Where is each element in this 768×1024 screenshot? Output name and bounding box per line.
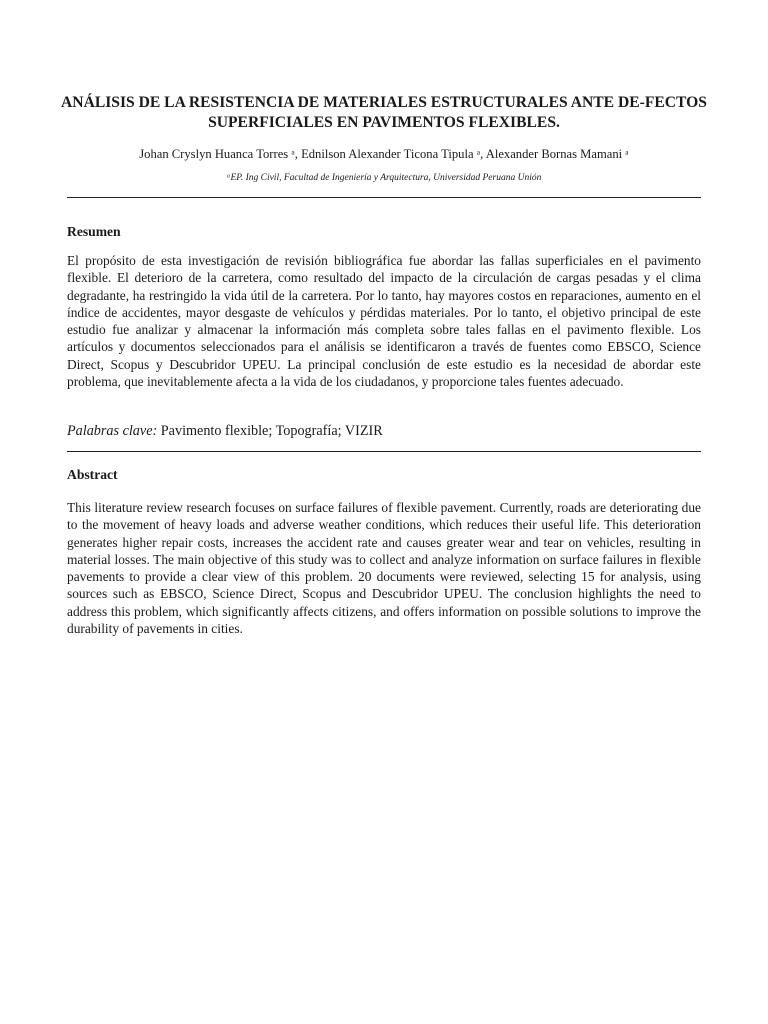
divider-top xyxy=(67,197,701,198)
divider-middle xyxy=(67,451,701,452)
resumen-heading: Resumen xyxy=(67,224,121,239)
keywords-line xyxy=(67,422,383,440)
abstract-text: This literature review research focuses on surface failures of flexible pavement. Currently, roads are deteriorating due to the movement of heavy loads and adverse weather conditions, which reduces their useful life. This deterioration generates higher repair costs, increases the accident rate and causes greater wear and tear on vehicles, resulting in material losses. The main objective of this study was to collect and analyze information on surface failures in flexible pavements to provide a clear view of this problem. 20 documents were reviewed, selecting 15 for analysis, using sources such as EBSCO, Science Direct, Scopus and Descubridor UPEU. The conclusion highlights the need to address this problem, which significantly affects citizens, and offers information on possible solutions to improve the durability of pavements in cities. xyxy=(67,500,701,637)
keywords-label: Palabras clave: xyxy=(67,423,158,439)
abstract-heading: Abstract xyxy=(67,467,118,482)
author-list: Johan Cryslyn Huanca Torres ᵃ, Ednilson Alexander Ticona Tipula ᵃ, Alexander Bornas Mamani ᵃ xyxy=(139,147,629,161)
keywords-value: Pavimento flexible; Topografía; VIZIR xyxy=(160,423,383,439)
affiliation: ᵃEP. Ing Civil, Facultad de Ingeniería y Arquitectura, Universidad Peruana Unión xyxy=(226,173,542,183)
resumen-text: El propósito de esta investigación de revisión bibliográfica fue abordar las fallas superficiales en el pavimento flexible. El deterioro de la carretera, como resultado del impacto de la circulación de cargas pesadas y el clima degradante, ha restringido la vida útil de la carretera. Por lo tanto, hay mayores costos en reparaciones, aumento en el índice de accidentes, mayor desgaste de vehículos y pérdidas materiales. Por lo tanto, el objetivo principal de este estudio fue analizar y almacenar la información más completa sobre tales fallas en el pavimento flexible. Los artículos y documentos seleccionados para el análisis se identificaron a través de fuentes como EBSCO, Science Direct, Scopus y Descubridor UPEU. La principal conclusión de este estudio es la necesidad de abordar este problema, que inevitablemente afecta a la vida de los ciudadanos, y proporcione tales fuentes adecuado. xyxy=(67,253,701,390)
paper-title: ANÁLISIS DE LA RESISTENCIA DE MATERIALES ESTRUCTURALES ANTE DE-FECTOS SUPERFICIALES EN PAVIMENTOS FLEXIBLES. xyxy=(61,94,707,131)
